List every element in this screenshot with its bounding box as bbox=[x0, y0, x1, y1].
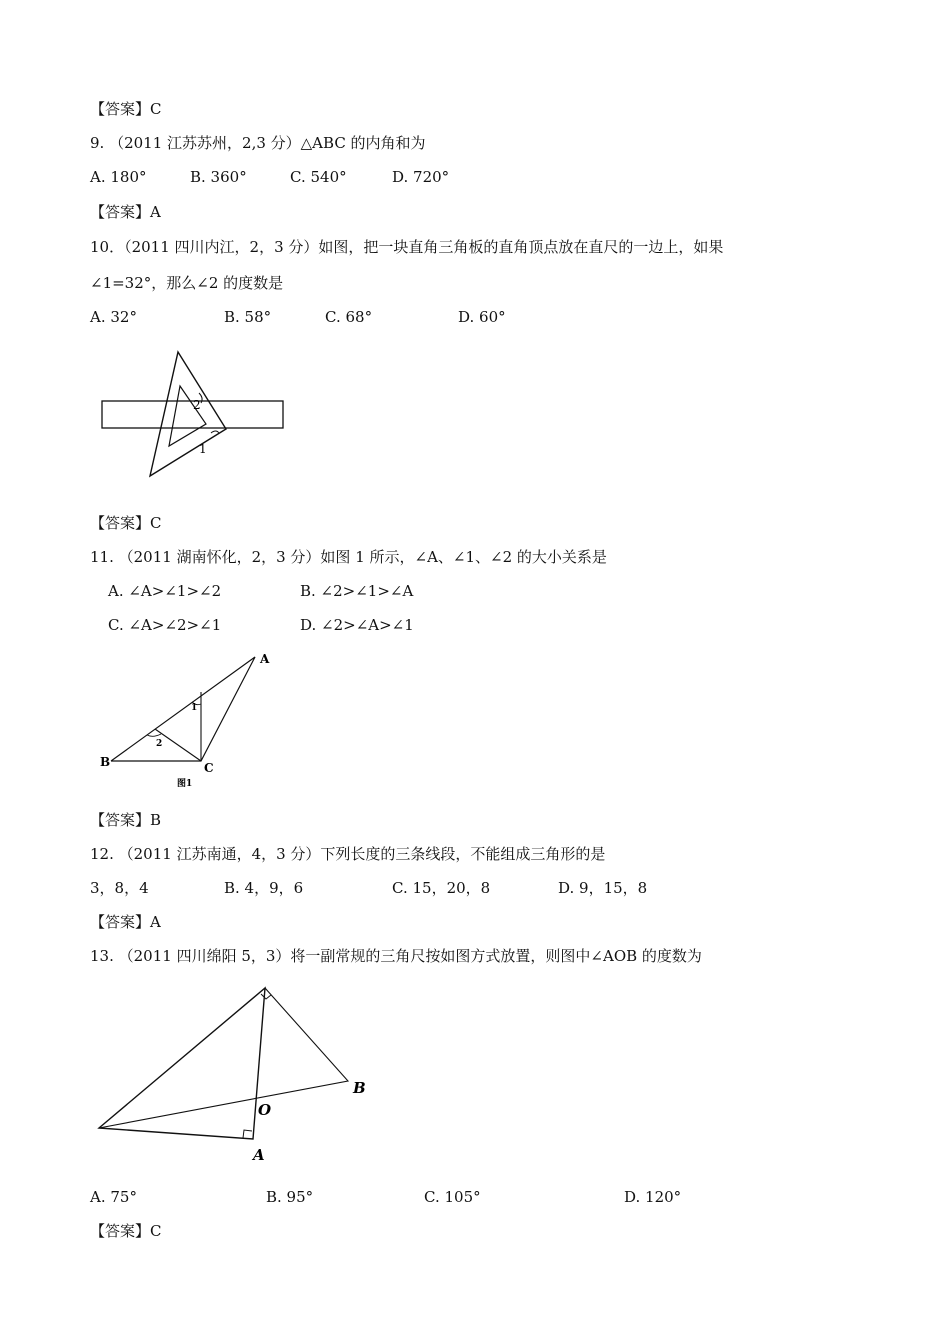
q13-option-c: C. 105° bbox=[424, 1188, 481, 1206]
label-a: A bbox=[260, 652, 270, 666]
answer-q13: 【答案】C bbox=[90, 1222, 162, 1240]
question-10-stem-line1: 10．（2011 四川内江，2，3 分）如图，把一块直角三角板的直角顶点放在直尺的一边上，如果 bbox=[90, 238, 724, 256]
label-c: C bbox=[204, 761, 214, 775]
set-square-one bbox=[99, 988, 265, 1139]
q10-option-c: C. 68° bbox=[325, 308, 373, 326]
q10-option-a: A. 32° bbox=[90, 308, 137, 326]
label-b: B bbox=[100, 755, 111, 769]
q13-option-b: B. 95° bbox=[266, 1188, 314, 1206]
q10-option-b: B. 58° bbox=[224, 308, 272, 326]
label-b: B bbox=[353, 1079, 366, 1097]
q13-option-a: A. 75° bbox=[90, 1188, 137, 1206]
question-10-stem-line2: ∠1=32°，那么∠2 的度数是 bbox=[90, 274, 284, 292]
angle2-label: 2 bbox=[193, 398, 201, 412]
set-square-outer bbox=[150, 352, 226, 476]
answer-q12: 【答案】A bbox=[90, 913, 161, 931]
q10-option-d: D. 60° bbox=[458, 308, 506, 326]
label-o: O bbox=[258, 1101, 272, 1119]
set-square-two bbox=[99, 988, 348, 1128]
q11-figure-triangle bbox=[95, 645, 295, 795]
q12-option-a: 3，8，4 bbox=[90, 879, 149, 897]
q9-option-b: B. 360° bbox=[190, 168, 247, 186]
question-12-stem: 12. （2011 江苏南通，4，3 分）下列长度的三条线段，不能组成三角形的是 bbox=[90, 845, 606, 863]
q11-option-d: D. ∠2>∠A>∠1 bbox=[300, 616, 414, 634]
right-angle-mark-top bbox=[261, 994, 271, 999]
angle1-label: 1 bbox=[199, 442, 207, 456]
q11-option-b: B. ∠2>∠1>∠A bbox=[300, 582, 414, 600]
label-2: 2 bbox=[156, 739, 163, 749]
angle1-arc bbox=[211, 431, 219, 433]
q10-figure-ruler-triangle bbox=[95, 345, 295, 485]
q12-option-b: B. 4，9，6 bbox=[224, 879, 304, 897]
figure-caption: 图1 bbox=[177, 779, 193, 789]
q9-option-a: A. 180° bbox=[90, 168, 147, 186]
angle2-arc bbox=[147, 734, 161, 736]
label-1: 1 bbox=[191, 703, 198, 713]
question-11-stem: 11. （2011 湖南怀化，2，3 分）如图 1 所示，∠A、∠1、∠2 的大小关系是 bbox=[90, 548, 607, 566]
answer-q10: 【答案】C bbox=[90, 514, 162, 532]
q11-option-a: A. ∠A>∠1>∠2 bbox=[108, 582, 222, 600]
q9-option-d: D. 720° bbox=[392, 168, 450, 186]
q13-figure-set-squares bbox=[95, 980, 385, 1170]
right-angle-mark-a bbox=[243, 1130, 252, 1138]
q12-option-d: D. 9，15，8 bbox=[558, 879, 648, 897]
question-9-stem: 9. （2011 江苏苏州，2,3 分）△ABC 的内角和为 bbox=[90, 134, 426, 152]
triangle-sides bbox=[111, 657, 255, 761]
answer-q8: 【答案】C bbox=[90, 100, 162, 118]
label-a: A bbox=[253, 1146, 265, 1164]
q13-option-d: D. 120° bbox=[624, 1188, 682, 1206]
q11-option-c: C. ∠A>∠2>∠1 bbox=[108, 616, 222, 634]
question-13-stem: 13. （2011 四川绵阳 5，3）将一副常规的三角尺按如图方式放置，则图中∠AOB 的度数为 bbox=[90, 947, 702, 965]
answer-q9: 【答案】A bbox=[90, 203, 161, 221]
q9-option-c: C. 540° bbox=[290, 168, 347, 186]
answer-q11: 【答案】B bbox=[90, 811, 162, 829]
q12-option-c: C. 15，20，8 bbox=[392, 879, 491, 897]
